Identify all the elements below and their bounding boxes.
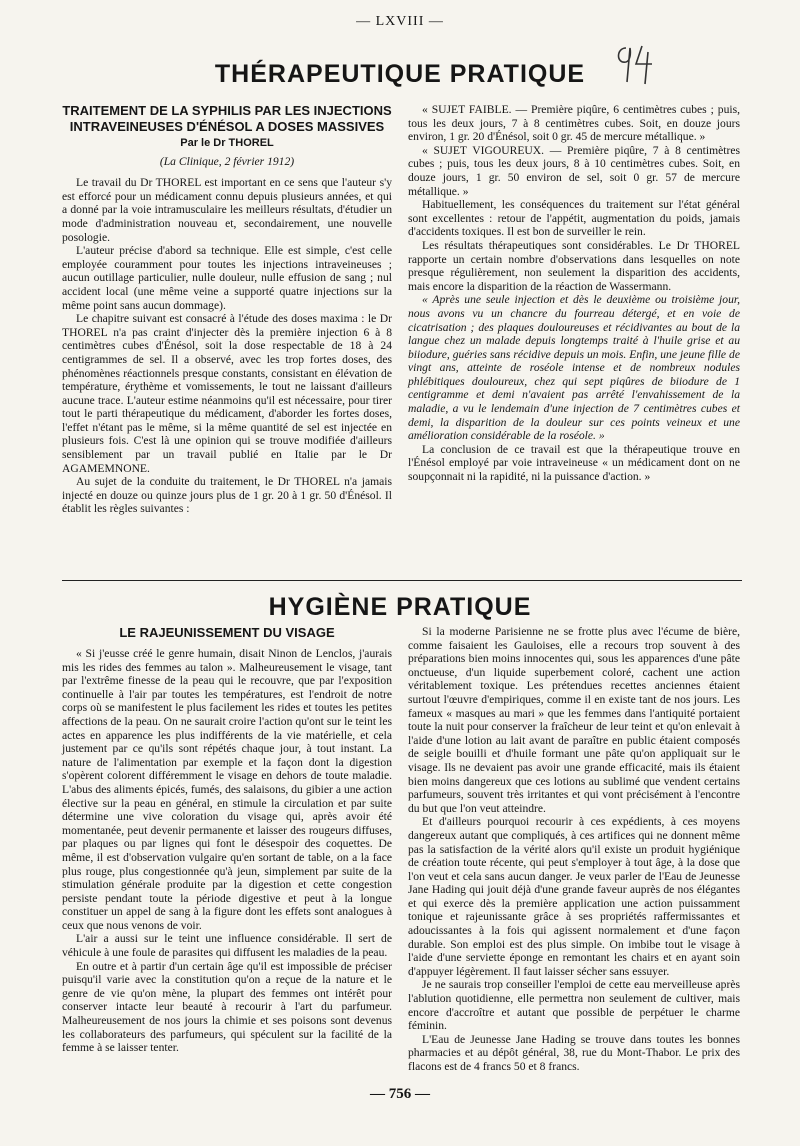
- article-heading-syphilis: TRAITEMENT DE LA SYPHILIS PAR LES INJECTIONS INTRAVEINEUSES D'ÉNÉSOL A DOSES MASSIVES: [62, 103, 392, 134]
- paragraph: Et d'ailleurs pourquoi recourir à ces expédients, à ces moyens dangereux autant que compliqués, à ces artifices qui ne donnent même pas la satisfaction de la vérité alors qu'il existe un produit hygiénique de création toute récente, qui peut s'employer à tout âge, à la dose que l'on veut et cela sans aucun danger. Je veux parler de l'Eau de Jeunesse Jane Hading qui jouit déjà d'une grande faveur auprès de nos élégantes et qui exerce dès la première application une action puissamment tonique et rajeunissante grâce à ses propriétés raffermissantes et adoucissantes à la fois qui agissent normalement et d'une façon durable. Son emploi est des plus simple. On imbibe tout le visage à l'aide d'une serviette éponge en remontant les chairs et en ayant soin d'appuyer légèrement. Il faut laisser sécher sans essuyer.: [408, 815, 740, 978]
- article-heading-rajeunissement: LE RAJEUNISSEMENT DU VISAGE: [119, 625, 335, 640]
- page-folio: — LXVIII —: [356, 14, 444, 29]
- paragraph: L'air a aussi sur le teint une influence considérable. Il sert de véhicule à une foule de parasites qui diffusent les maladies de la peau.: [62, 932, 392, 960]
- paragraph: Le chapitre suivant est consacré à l'étude des doses maxima : le Dr THOREL n'a pas craint d'injecter dès la première injection 6 à 8 centimètres cubes d'Énésol, soit la dose respectable de 18 à 24 centigrammes de sel. Il a observé, avec les trop fortes doses, des phénomènes réactionnels presque constants, consistant en élévation de température, érythème et vomissements, le tout ne laissant d'ailleurs aucune trace. L'auteur estime néanmoins qu'il est nécessaire, pour tirer tout le parti thérapeutique du médicament, d'aborder les fortes doses, l'effet n'étant pas le même, si la même quantité de sel est injectée en plusieurs fois. C'est là une opinion qui se trouve modifiée d'ailleurs sensiblement par un travail publié en Italie par le Dr AGAMEMNONE.: [62, 312, 392, 475]
- therapeutique-column-left: [62, 103, 392, 516]
- page-number: — 756 —: [370, 1086, 430, 1102]
- paragraph: « SUJET FAIBLE. — Première piqûre, 6 centimètres cubes ; puis, tous les deux jours, 7 à 8 centimètres cubes. Soit, en douze jours environ, 1 gr. 20 d'Énésol, soit 0 gr. 45 de mercure métallique. »: [408, 103, 740, 144]
- paragraph: Le travail du Dr THOREL est important en ce sens que l'auteur s'y est efforcé pour un médicament connu depuis plusieurs années, et qui a donné par la voie intramusculaire les meilleurs résultats, d'étudier un mode d'administration nouveau et, secondairement, une nouvelle posologie.: [62, 176, 392, 244]
- paragraph: Au sujet de la conduite du traitement, le Dr THOREL n'a jamais injecté en douze ou quinze jours plus de 1 gr. 20 à 1 gr. 50 d'Énésol. Il établit les règles suivantes :: [62, 475, 392, 516]
- section-title-therapeutique: THÉRAPEUTIQUE PRATIQUE: [214, 60, 586, 88]
- paragraph: Habituellement, les conséquences du traitement sur l'état général sont excellentes : retour de l'appétit, augmentation du poids, jamais d'accidents toxiques. Il est bon de surveiller le rein.: [408, 198, 740, 239]
- section-divider: [62, 580, 742, 581]
- article-byline: Par le Dr THOREL: [180, 137, 274, 149]
- paragraph: L'auteur précise d'abord sa technique. Elle est simple, c'est celle employée couramment pour toutes les injections intraveineuses ; aucun outillage particulier, nulle douleur, nulle effusion de sang ; nul accident local (une même veine a supporté quatre injections sur la même point sans aucun dommage).: [62, 244, 392, 312]
- paragraph: Si la moderne Parisienne ne se frotte plus avec l'écume de bière, comme faisaient les Gauloises, elle a recours trop souvent à des préparations bien moins innocentes qui, sous les apparences d'une pâte onctueuse, d'un liquide superbement coloré, cachent une action véritablement toxique. Les prétendues recettes anciennes étaient surtout l'œuvre d'empiriques, comme il en existe tant de nos jours. Les fameux « masques au mari » que les femmes dans l'antiquité portaient toute la nuit pour conserver la fraîcheur de leur teint et qu'on enlevait à l'aide d'une lotion au lait avant de paraître en public étaient composés de seigle bouilli et d'huile formant une pâte qu'on appliquait sur le visage. Ils ne devaient pas avoir une grande efficacité, mais ils étaient bien moins dangereux que ces lotions au sublimé que vendent certains parfumeurs, souvent très irritantes et qui vont précisément à l'encontre du but que l'on veut atteindre.: [408, 625, 740, 815]
- section-title-hygiene: HYGIÈNE PRATIQUE: [268, 593, 532, 621]
- paragraph: L'Eau de Jeunesse Jane Hading se trouve dans toutes les bonnes pharmacies et au dépôt général, 38, rue du Mont-Thabor. Le prix des flacons est de 4 francs 50 et 8 francs.: [408, 1032, 740, 1073]
- paragraph: En outre et à partir d'un certain âge qu'il est impossible de préciser puisqu'il varie avec la constitution qu'on a reçue de la nature et le genre de vie qu'on mène, la plupart des femmes ont intérêt pour conserver intacte leur beauté à recourir à l'art du parfumeur. Malheureusement de nos jours la chimie et ses poisons sont devenus les collaborateurs des parfumeurs, qui spéculent sur la facilité de la femme à se laisser tenter.: [62, 959, 392, 1055]
- paragraph: « Si j'eusse créé le genre humain, disait Ninon de Lenclos, j'aurais mis les rides des femmes au talon ». Malheureusement le visage, tant par l'extrême finesse de la peau qui le recouvre, que par l'exposition continuelle à l'air par toutes les températures, est l'endroit de notre corps où se manifestent le plus facilement les rides et toutes les petites affections de la peau. On ne saurait croire l'action qu'ont sur le teint les actes en apparence les plus indifférents de la vie matérielle, et cela justement par ce qu'ils sont répétés chaque jour, à tout instant. La nature de l'alimentation par exemple et la façon dont la digestion s'opèrent colorent différemment le visage en dehors de toute maladie. L'abus des aliments épicés, fumés, des salaisons, du gibier a une action élective sur la peau en général, en stimule la circulation et par suite détermine une vive coloration du visage qui, après avoir été momentanée, peut devenir permanente et laisser des rougeurs diffuses, par plaques ou par lignes qui font le désespoir des coquettes. De même, il est d'observation vulgaire qu'en sortant de table, on a la face plus rouge, plus congestionnée qu'à jeun, simplement par suite de la stimulation générale produite par la digestion et cette congestion persiste pendant toute la période digestive et peut à la longue constituer un appel de sang à la figure dont les effets sont analogues à ceux que nous venons de voir.: [62, 647, 392, 932]
- paragraph: La conclusion de ce travail est que la thérapeutique trouve en l'Énésol employé par voie intraveineuse « un médicament dont on ne soupçonnait ni la rapidité, ni la puissance d'action. »: [408, 442, 740, 484]
- paragraph: « SUJET VIGOUREUX. — Première piqûre, 7 à 8 centimètres cubes ; puis, tous les deux jours, 8 à 10 centimètres cubes. Soit, en douze jours, 1 gr. 50 environ de sel, soit 0 gr. 57 de mercure métallique. »: [408, 143, 740, 198]
- paragraph: Je ne saurais trop conseiller l'emploi de cette eau merveilleuse après l'ablution quotidienne, elle permettra non seulement de cultiver, mais encore d'accroître et autant que possible de perpétuer le charme féminin.: [408, 978, 740, 1033]
- hygiene-column-left: [62, 625, 392, 1055]
- paragraph: « Après une seule injection et dès le deuxième ou troisième jour, nous avons vu un chancre du fourreau détergé, et en voie de cicatrisation ; des plaques douloureuses et récidivantes au bout de la langue chez un malade depuis longtemps traité à l'huile grise et au biiodure, guéries sans récidive depuis un mois. Enfin, une jeune fille de vingt ans, atteinte de roséole intense et de nombreux nodules phlébitiques douloureux, chez qui sept piqûres de biiodure de 1 centigramme et demi n'avaient pas arrêté l'envahissement de la maladie, a vu le lendemain d'une injection de 7 centimètres cubes et demi, la disparition de la douleur sur ces points veineux et une amélioration considérable de la roséole. »: [408, 293, 740, 443]
- paragraph: Les résultats thérapeutiques sont considérables. Le Dr THOREL rapporte un certain nombre d'observations dans lesquelles on note presque régulièrement, non seulement la disparition des accidents, mais encore la disparition de la réaction de Wassermann.: [408, 238, 740, 293]
- article-source: (La Clinique, 2 février 1912): [159, 154, 295, 168]
- therapeutique-column-right: [408, 103, 740, 484]
- hygiene-column-right: [408, 625, 740, 1074]
